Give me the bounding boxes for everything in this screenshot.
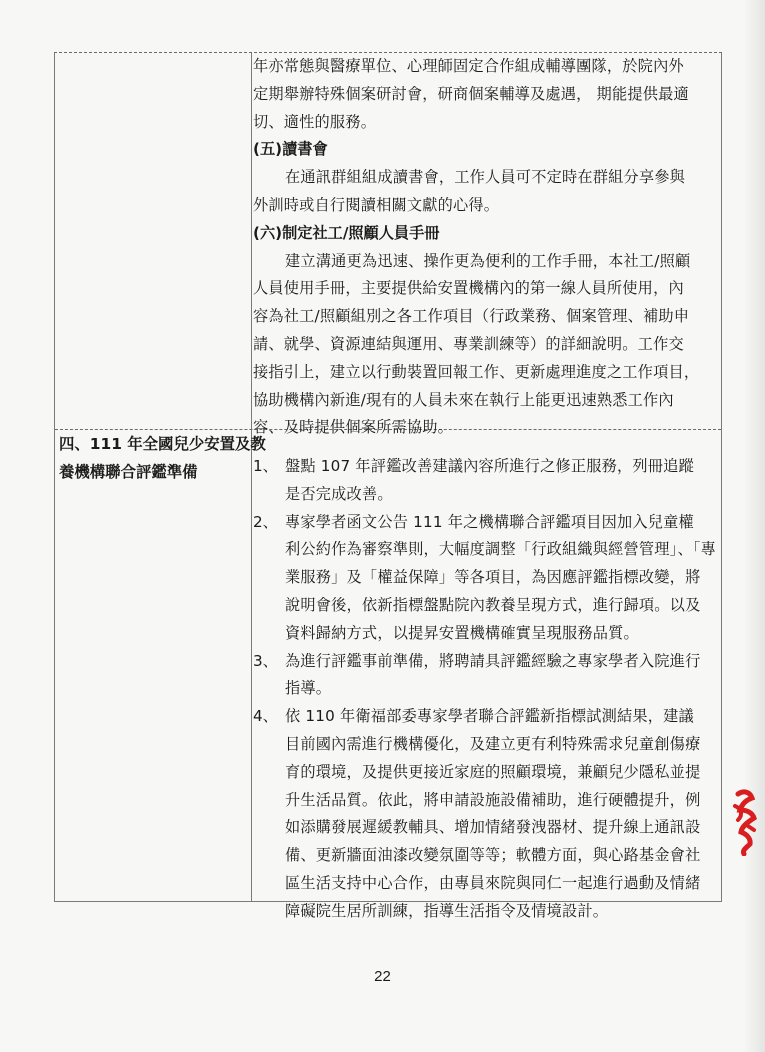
paragraph-line: 容為社工/照顧組別之各工作項目（行政業務、個案管理、補助申: [253, 307, 690, 326]
section-heading-reading-club: (五)讀書會: [253, 140, 328, 159]
item-line: 為進行評鑑事前準備，將聘請具評鑑經驗之專家學者入院進行: [285, 651, 701, 670]
evaluation-items-cell: [253, 453, 715, 926]
list-item: [253, 648, 715, 704]
item-line: 專家學者函文公告 111 年之機構聯合評鑑項目因加入兒童權: [285, 512, 694, 531]
item-line: 依 110 年衛福部委專家學者聯合評鑑新指標試測結果，建議: [285, 707, 694, 726]
document-table: [54, 52, 722, 920]
section-title-line: 養機構聯合評鑑準備: [59, 462, 198, 481]
top-content-cell: [253, 53, 715, 442]
item-line: 育的環境，及提供更接近家庭的照顧環境，兼顧兒少隱私並提: [285, 762, 701, 781]
list-item: [253, 703, 715, 925]
item-line: 如添購發展遲緩教輔具、增加情緒發洩器材、提升線上通訊設: [285, 818, 701, 837]
paragraph-line: 切、適性的服務。: [253, 112, 377, 131]
item-line: 障礙院生居所訓練，指導生活指令及情境設計。: [285, 901, 609, 920]
paragraph-line: 建立溝通更為迅速、操作更為便利的工作手冊，本社工/照顧: [285, 251, 691, 270]
seal-stroke: [738, 792, 754, 854]
item-line: 是否完成改善。: [285, 484, 393, 503]
item-line: 備、更新牆面油漆改變氛圍等等；軟體方面，與心路基金會社: [285, 846, 701, 865]
item-line: 資料歸納方式，以提昇安置機構確實呈現服務品質。: [285, 623, 639, 642]
section-title-cell: [59, 431, 266, 487]
item-number: 1、: [253, 457, 278, 475]
paragraph-line: 協助機構內新進/現有的人員未來在執行上能更迅速熟悉工作內: [253, 390, 674, 409]
column-divider: [251, 53, 252, 901]
page-number: 22: [374, 968, 391, 985]
item-line: 盤點 107 年評鑑改善建議內容所進行之修正服務，列冊追蹤: [285, 457, 694, 475]
list-item: [253, 453, 715, 509]
item-line: 區生活支持中心合作，由專員來院與同仁一起進行過動及情緒: [285, 873, 701, 892]
paragraph-line: 年亦常態與醫療單位、心理師固定合作組成輔導團隊，於院內外: [253, 57, 684, 75]
item-line: 業服務」及「權益保障」等各項目，為因應評鑑指標改變，將: [285, 568, 701, 587]
section-title-line: 四、111 年全國兒少安置及教: [59, 435, 266, 453]
paragraph-line: 在通訊群組組成讀書會，工作人員可不定時在群組分享參與: [285, 168, 686, 187]
item-number: 3、: [253, 651, 278, 670]
item-number: 4、: [253, 707, 278, 726]
page-edge-shadow: [743, 0, 765, 1052]
list-item: [253, 509, 715, 648]
item-line: 利公約作為審察準則，大幅度調整「行政組織與經營管理」、「專: [285, 540, 717, 559]
paragraph-line: 人員使用手冊，主要提供給安置機構內的第一線人員所使用，內: [253, 279, 684, 298]
section-heading-staff-manual: (六)制定社工/照顧人員手冊: [253, 223, 440, 242]
paragraph-line: 外訓時或自行閱讀相關文獻的心得。: [253, 195, 500, 214]
item-line: 目前國內需進行機構優化，及建立更有利特殊需求兒童創傷療: [285, 734, 701, 753]
paragraph-line: 接指引上，建立以行動裝置回報工作、更新處理進度之工作項目，: [253, 362, 700, 381]
red-seal-mark: [732, 786, 758, 856]
paragraph-line: 請、就學、資源連結與運用、專業訓練等）的詳細說明。工作交: [253, 334, 684, 353]
paragraph-line: 容、及時提供個案所需協助。: [253, 418, 454, 437]
item-line: 升生活品質。依此，將申請設施設備補助，進行硬體提升，例: [285, 790, 701, 809]
item-line: 說明會後，依新指標盤點院內教養呈現方式，進行歸項。以及: [285, 595, 701, 614]
item-number: 2、: [253, 512, 278, 531]
paragraph-line: 定期舉辦特殊個案研討會，研商個案輔導及處遇， 期能提供最適: [253, 84, 689, 103]
item-line: 指導。: [285, 679, 332, 698]
